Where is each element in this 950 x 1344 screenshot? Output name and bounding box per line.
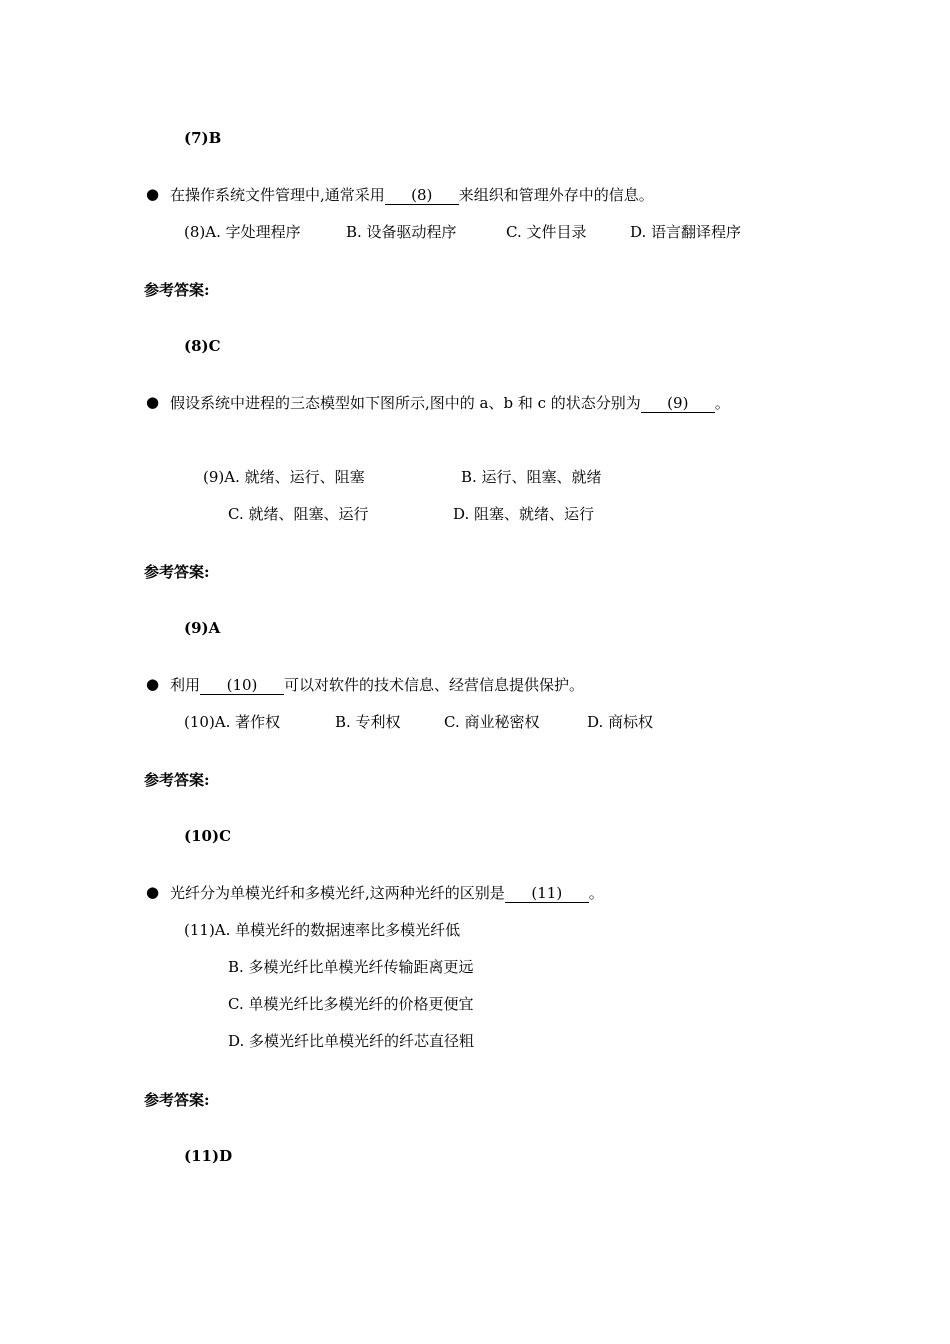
option-10a: (10)A. 著作权: [184, 713, 281, 731]
bullet-icon: ●: [146, 185, 160, 203]
question-9-options-row2: [228, 504, 594, 524]
answer-11: (11)D: [184, 1147, 233, 1165]
question-10-stem-before: 利用: [170, 676, 201, 694]
answer-label-10: 参考答案:: [144, 771, 210, 789]
option-8c: C. 文件目录: [506, 223, 587, 241]
option-10d: D. 商标权: [587, 713, 654, 731]
question-9-stem-after: 。: [714, 394, 730, 412]
question-8-options: [184, 222, 741, 242]
question-8-blank: (8): [385, 186, 459, 205]
question-8-stem: [170, 185, 654, 205]
option-8b: B. 设备驱动程序: [346, 223, 457, 241]
answer-7: (7)B: [184, 129, 222, 147]
question-10-options: [184, 712, 653, 732]
question-11-stem-after: 。: [588, 884, 604, 902]
answer-label-9: 参考答案:: [144, 563, 210, 581]
bullet-icon: ●: [146, 675, 160, 693]
option-9b: B. 运行、阻塞、就绪: [461, 468, 602, 486]
question-8-stem-after: 来组织和管理外存中的信息。: [458, 186, 654, 204]
option-9d: D. 阻塞、就绪、运行: [453, 505, 595, 523]
question-9-options-row1: [203, 467, 602, 487]
question-11-stem-before: 光纤分为单模光纤和多模光纤,这两种光纤的区别是: [170, 884, 505, 902]
answer-8: (8)C: [184, 337, 221, 355]
option-10c: C. 商业秘密权: [444, 713, 540, 731]
bullet-icon: ●: [146, 393, 160, 411]
question-11-blank: (11): [505, 884, 589, 903]
question-10-blank: (10): [200, 676, 284, 695]
bullet-icon: ●: [146, 883, 160, 901]
question-9-stem-before: 假设系统中进程的三态模型如下图所示,图中的 a、b 和 c 的状态分别为: [170, 394, 641, 412]
question-10-stem: [170, 675, 584, 695]
option-11c: C. 单模光纤比多模光纤的价格更便宜: [228, 995, 474, 1013]
answer-10: (10)C: [184, 827, 232, 845]
option-9c: C. 就绪、阻塞、运行: [228, 505, 369, 523]
option-8d: D. 语言翻译程序: [630, 223, 742, 241]
question-9-blank: (9): [641, 394, 715, 413]
option-11d: D. 多模光纤比单模光纤的纤芯直径粗: [228, 1032, 475, 1050]
answer-label-11: 参考答案:: [144, 1091, 210, 1109]
question-9-stem: [170, 393, 730, 413]
option-11a: (11)A. 单模光纤的数据速率比多模光纤低: [184, 921, 461, 939]
option-10b: B. 专利权: [335, 713, 401, 731]
question-10-stem-after: 可以对软件的技术信息、经营信息提供保护。: [284, 676, 585, 694]
question-8-stem-before: 在操作系统文件管理中,通常采用: [170, 186, 385, 204]
answer-label-8: 参考答案:: [144, 281, 210, 299]
question-11-stem: [170, 883, 604, 903]
answer-9: (9)A: [184, 619, 221, 637]
option-9a: (9)A. 就绪、运行、阻塞: [203, 468, 365, 486]
option-8a: (8)A. 字处理程序: [184, 223, 301, 241]
option-11b: B. 多模光纤比单模光纤传输距离更远: [228, 958, 474, 976]
